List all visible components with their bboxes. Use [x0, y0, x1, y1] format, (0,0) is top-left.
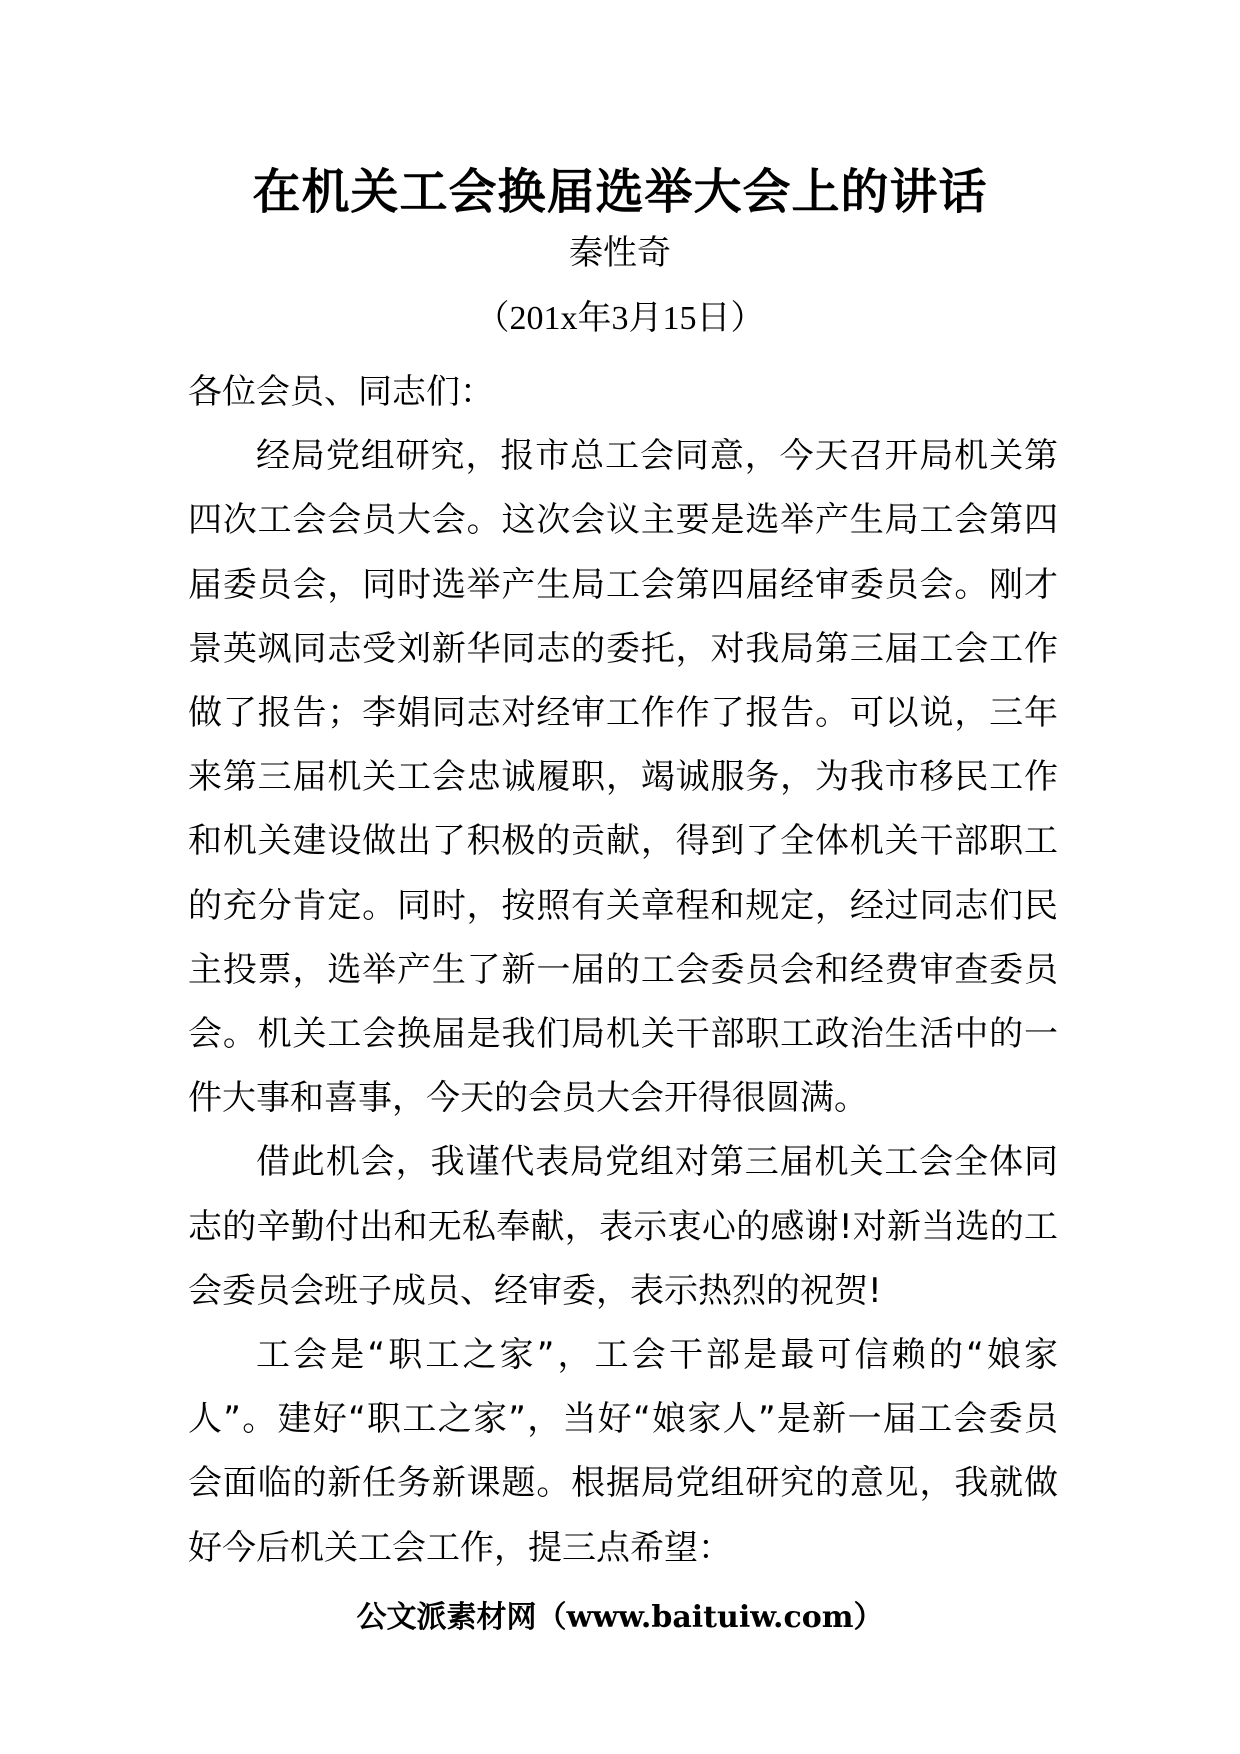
paragraph-1: 经局党组研究，报市总工会同意，今天召开局机关第四次工会会员大会。这次会议主要是选举产生局工会第四届委员会，同时选举产生局工会第四届经审委员会。刚才景英飒同志受刘新华同志的委托，对我局第三届工会工作做了报告；李娟同志对经审工作作了报告。可以说，三年来第三届机关工会忠诚履职，竭诚服务，为我市移民工作和机关建设做出了积极的贡献，得到了全体机关干部职工的充分肯定。同时，按照有关章程和规定，经过同志们民主投票，选举产生了新一届的工会委员会和经费审查委员会。机关工会换届是我们局机关干部职工政治生活中的一件大事和喜事，今天的会员大会开得很圆满。: [188, 436, 1058, 1119]
paragraph-3: 工会是“职工之家”，工会干部是最可信赖的“娘家人”。建好“职工之家”，当好“娘家人”是新一届工会委员会面临的新任务新课题。根据局党组研究的意见，我就做好今后机关工会工作，提三点希望：: [188, 1335, 1058, 1568]
document-body: [188, 360, 1058, 1580]
salutation: 各位会员、同志们：: [188, 372, 494, 412]
author-name: 秦性奇: [569, 233, 671, 273]
page-title: 在机关工会换届选举大会上的讲话: [252, 164, 988, 220]
paragraph-2: 借此机会，我谨代表局党组对第三届机关工会全体同志的辛勤付出和无私奉献，表示衷心的感谢!对新当选的工会委员会班子成员、经审委，表示热烈的祝贺!: [188, 1142, 1058, 1311]
speech-date: （201x年3月15日）: [475, 300, 765, 337]
footer-watermark: 公文派素材网（www.baituiw.com）: [356, 1600, 884, 1635]
